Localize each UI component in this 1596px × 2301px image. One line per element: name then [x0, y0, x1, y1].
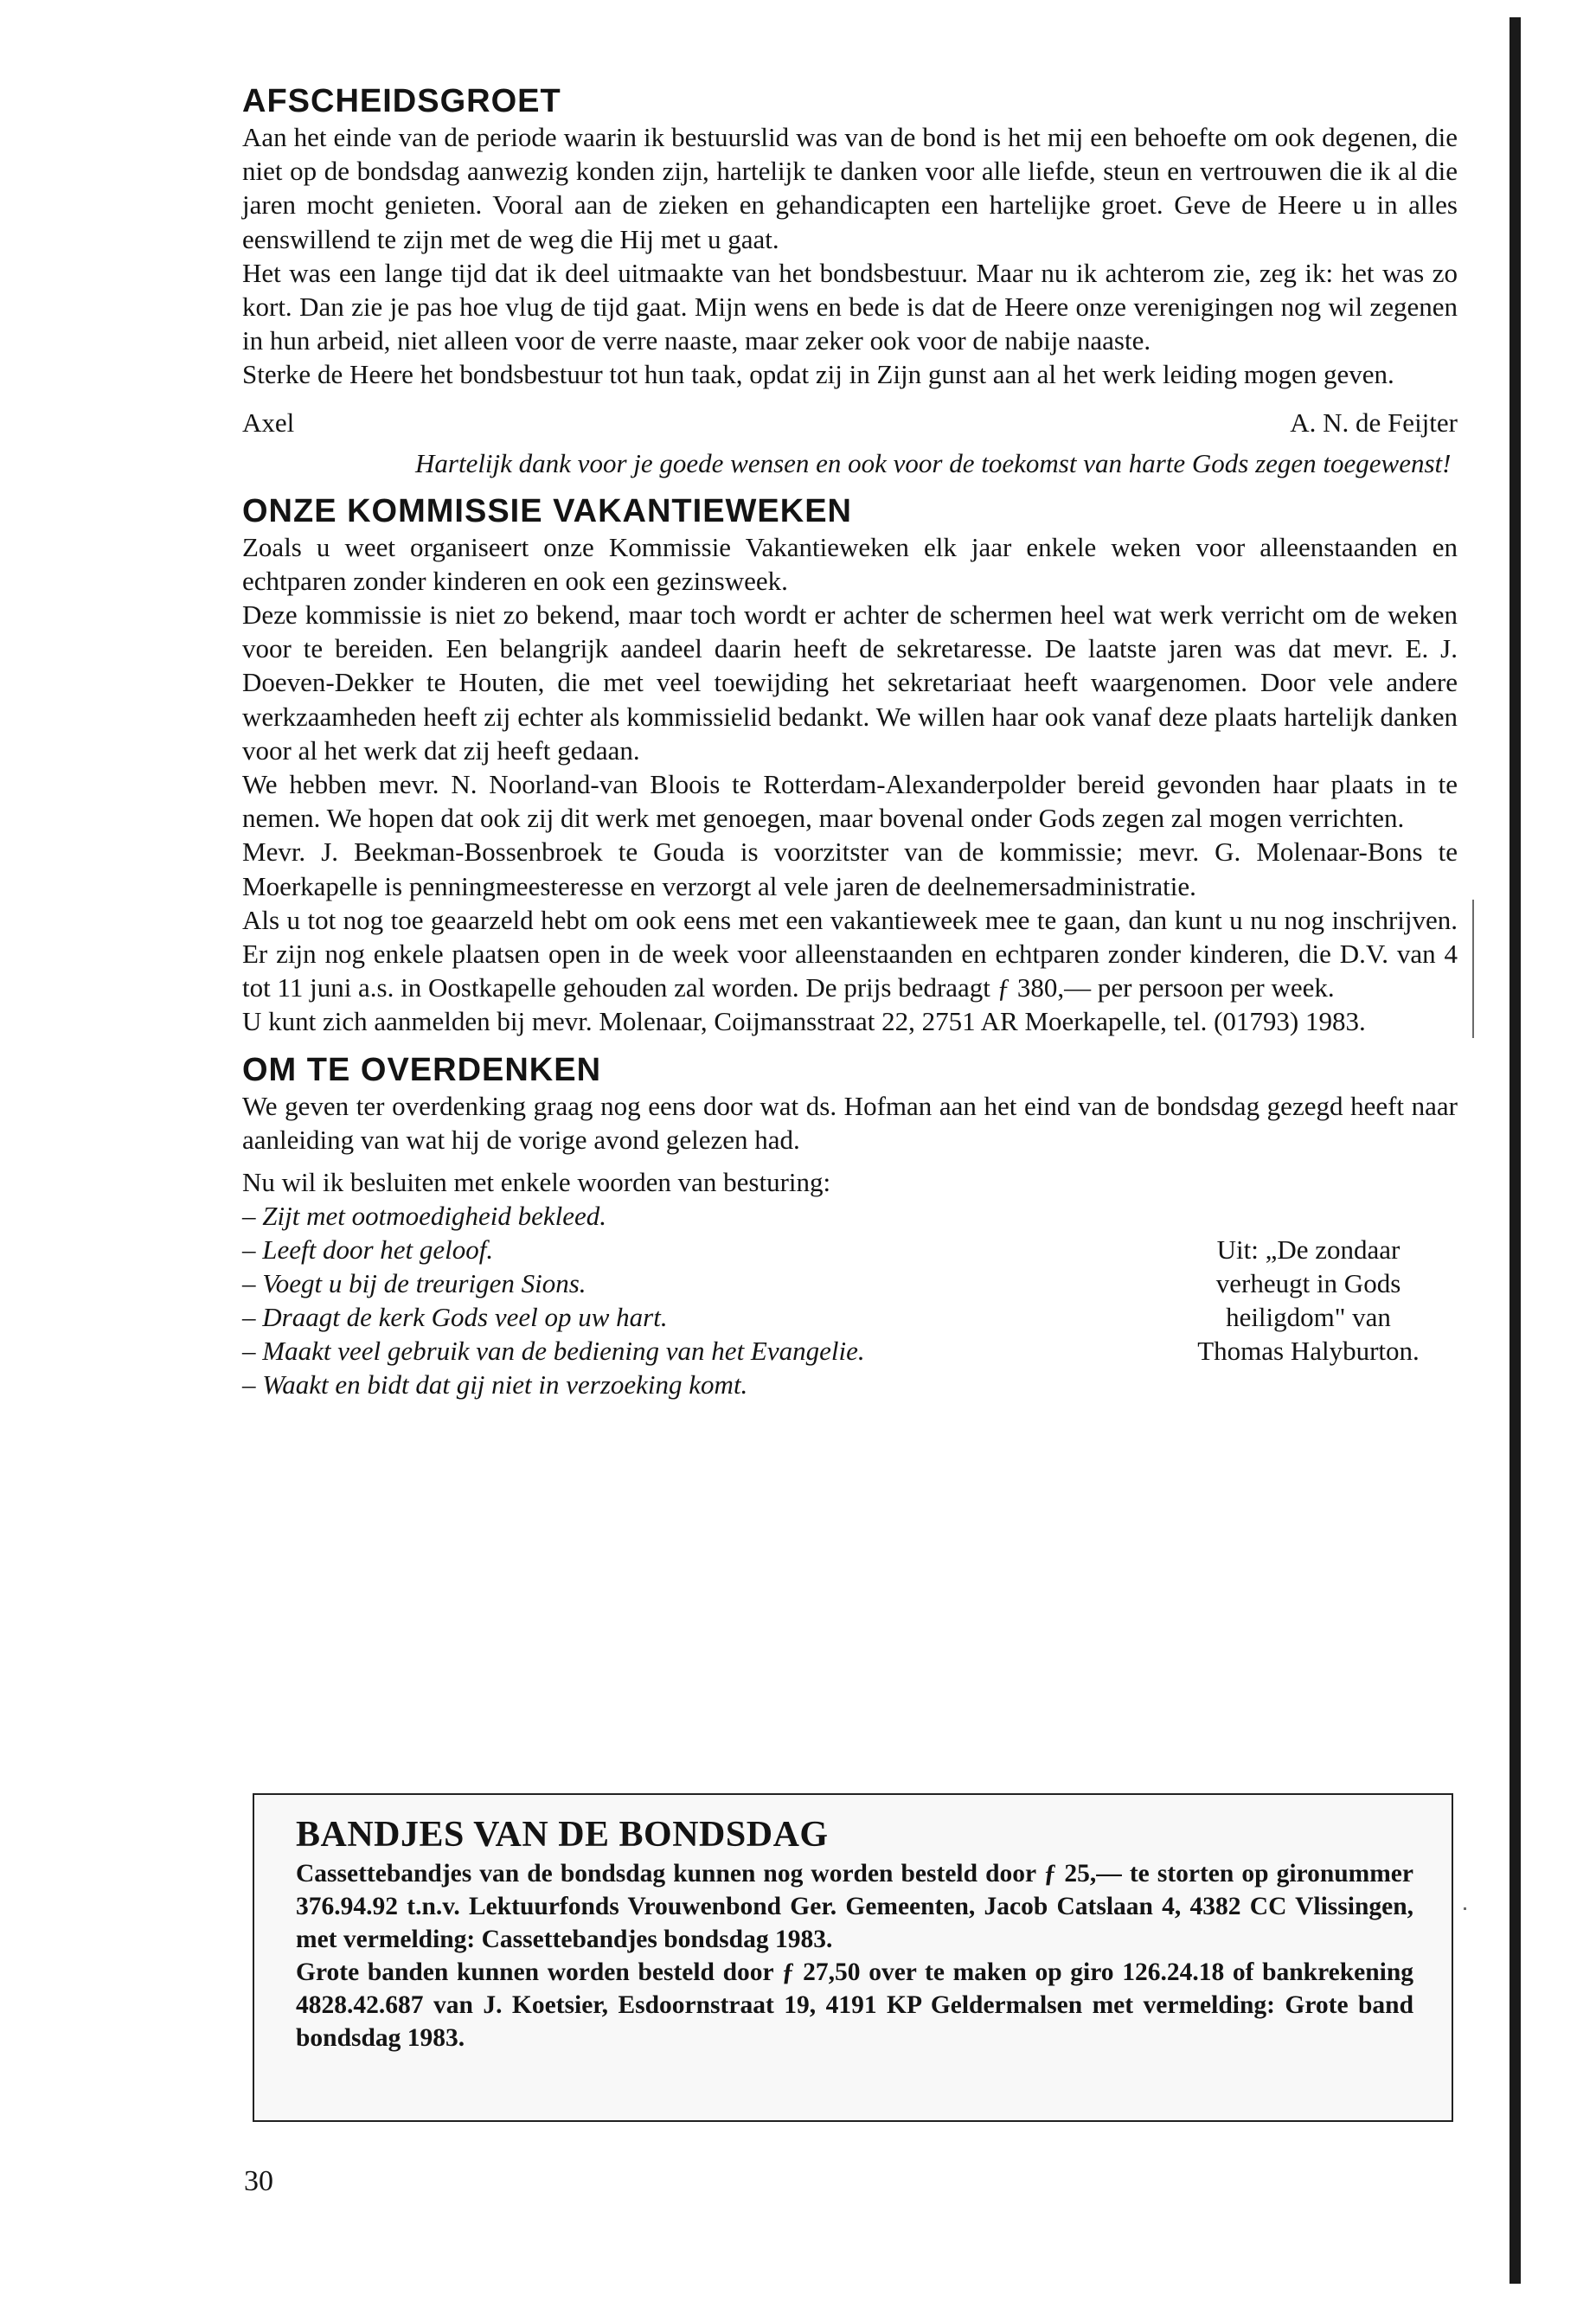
section-title-afscheidsgroet: AFSCHEIDSGROET	[242, 83, 561, 119]
paragraph: We geven ter overdenking graag nog eens door wat ds. Hofman aan het eind van de bondsdag gezegd heeft naar aanleiding van wat hij de vorige avond gelezen had.	[242, 1090, 1458, 1155]
page-number: 30	[244, 2165, 273, 2197]
announcement-content	[296, 1812, 1413, 2054]
list-item: – Maakt veel gebruik van de bediening van het Evangelie.	[242, 1334, 865, 1368]
paragraph: We hebben mevr. N. Noorland-van Bloois te Rotterdam-Alexanderpolder bereid gevonden haar plaats in te nemen. We hopen dat ook zij dit werk met genoegen, maar bovenal onder Gods zegen zal mogen verrichten.	[242, 769, 1458, 834]
paragraph: Het was een lange tijd dat ik deel uitmaakte van het bondsbestuur. Maar nu ik achterom zie, zeg ik: het was zo kort. Dan zie je pas hoe vlug de tijd gaat. Mijn wens en bede is dat de Heere onze verenigingen nog wil zegenen in hun arbeid, niet alleen voor de verre naaste, maar zeker ook voor de nabije naaste.	[242, 257, 1458, 356]
quote-source	[1159, 1233, 1458, 1401]
list-item: – Leeft door het geloof.	[242, 1233, 865, 1266]
list-item: – Voegt u bij de treurigen Sions.	[242, 1266, 865, 1300]
meditation-block	[242, 1199, 1458, 1401]
paragraph: Aan het einde van de periode waarin ik bestuurslid was van de bond is het mij een behoefte om ook degenen, die niet op de bondsdag aanwezig konden zijn, hartelijk te danken voor alle liefde, steun en vertrouwen die ik al die jaren mocht genieten. Vooral aan de zieken en gehandicapten een hartelijke groet. Geve de Heere u in alles eenswillend te zijn met de weg die Hij met u gaat.	[242, 122, 1458, 254]
paragraph: U kunt zich aanmelden bij mevr. Molenaar, Coijmansstraat 22, 2751 AR Moerkapelle, tel. (01793) 1983.	[242, 1006, 1366, 1037]
paragraph: Mevr. J. Beekman-Bossenbroek te Gouda is voorzitster van de kommissie; mevr. G. Molenaar-Bons te Moerkapelle is penningmeesteresse en verzorgt al vele jaren de deelnemersadministratie.	[242, 836, 1458, 901]
announcement-title: BANDJES VAN DE BONDSDAG	[296, 1815, 829, 1855]
section-title-kommissie: ONZE KOMMISSIE VAKANTIEWEKEN	[242, 492, 852, 529]
announcement-box	[253, 1793, 1453, 2122]
paragraph: Zoals u weet organiseert onze Kommissie Vakantieweken elk jaar enkele weken voor alleenstaanden en echtparen zonder kinderen en ook een gezinsweek.	[242, 531, 1458, 596]
list-item: – Zijt met ootmoedigheid bekleed.	[242, 1199, 865, 1233]
signature-line	[242, 406, 1458, 439]
source-line: Uit: „De zondaar	[1216, 1234, 1401, 1266]
paragraph: Deze kommissie is niet zo bekend, maar toch wordt er achter de schermen heel wat werk verricht om de weken voor te bereiden. Een belangrijk aandeel daarin heeft de sekretaresse. De laatste jaren was dat mevr. E. J. Doeven-Dekker te Houten, die met veel toewijding het sekretariaat heeft waargenomen. Door vele andere werkzaamheden heeft zij echter als kommissielid bedankt. We willen haar ook vanaf deze plaats hartelijk danken voor al het werk dat zij heeft gedaan.	[242, 599, 1458, 766]
signature-name: A. N. de Feijter	[1290, 407, 1458, 438]
scan-margin-bar	[1509, 17, 1521, 2284]
source-line: heiligdom" van	[1226, 1302, 1391, 1333]
editorial-reply: Hartelijk dank voor je goede wensen en ook voor de toekomst van harte Gods zegen toegewenst!	[415, 447, 1452, 478]
source-line: verheugt in Gods	[1215, 1268, 1401, 1299]
list-item: – Draagt de kerk Gods veel op uw hart.	[242, 1300, 865, 1334]
list-item: – Waakt en bidt dat gij niet in verzoeking komt.	[242, 1368, 865, 1401]
exhortation-list	[242, 1199, 865, 1401]
scan-speck	[1472, 900, 1474, 1038]
signature-place: Axel	[242, 407, 295, 438]
section-title-overdenken: OM TE OVERDENKEN	[242, 1051, 602, 1088]
article-column	[242, 82, 1458, 1401]
paragraph-intro: Nu wil ik besluiten met enkele woorden van besturing:	[242, 1167, 831, 1198]
paragraph: Als u tot nog toe geaarzeld hebt om ook eens met een vakantieweek mee te gaan, dan kunt u nu nog inschrijven. Er zijn nog enkele plaatsen open in de week voor alleenstaanden en echtparen zonder kinderen, die D.V. van 4 tot 11 juni a.s. in Oostkapelle gehouden zal worden. De prijs bedraagt ƒ 380,— per persoon per week.	[242, 904, 1458, 1003]
announcement-paragraph: Grote banden kunnen worden besteld door ƒ 27,50 over te maken op giro 126.24.18 of bankrekening 4828.42.687 van J. Koetsier, Esdoornstraat 19, 4191 KP Geldermalsen met vermelding: Grote band bondsdag 1983.	[296, 1958, 1413, 2052]
scan-speck	[1464, 1907, 1466, 1910]
source-line: Thomas Halyburton.	[1197, 1336, 1420, 1367]
announcement-paragraph: Cassettebandjes van de bondsdag kunnen nog worden besteld door ƒ 25,— te storten op gironummer 376.94.92 t.n.v. Lektuurfonds Vrouwenbond Ger. Gemeenten, Jacob Catslaan 4, 4382 CC Vlissingen, met vermelding: Cassettebandjes bondsdag 1983.	[296, 1860, 1413, 1953]
paragraph: Sterke de Heere het bondsbestuur tot hun taak, opdat zij in Zijn gunst aan al het werk leiding mogen geven.	[242, 359, 1394, 390]
